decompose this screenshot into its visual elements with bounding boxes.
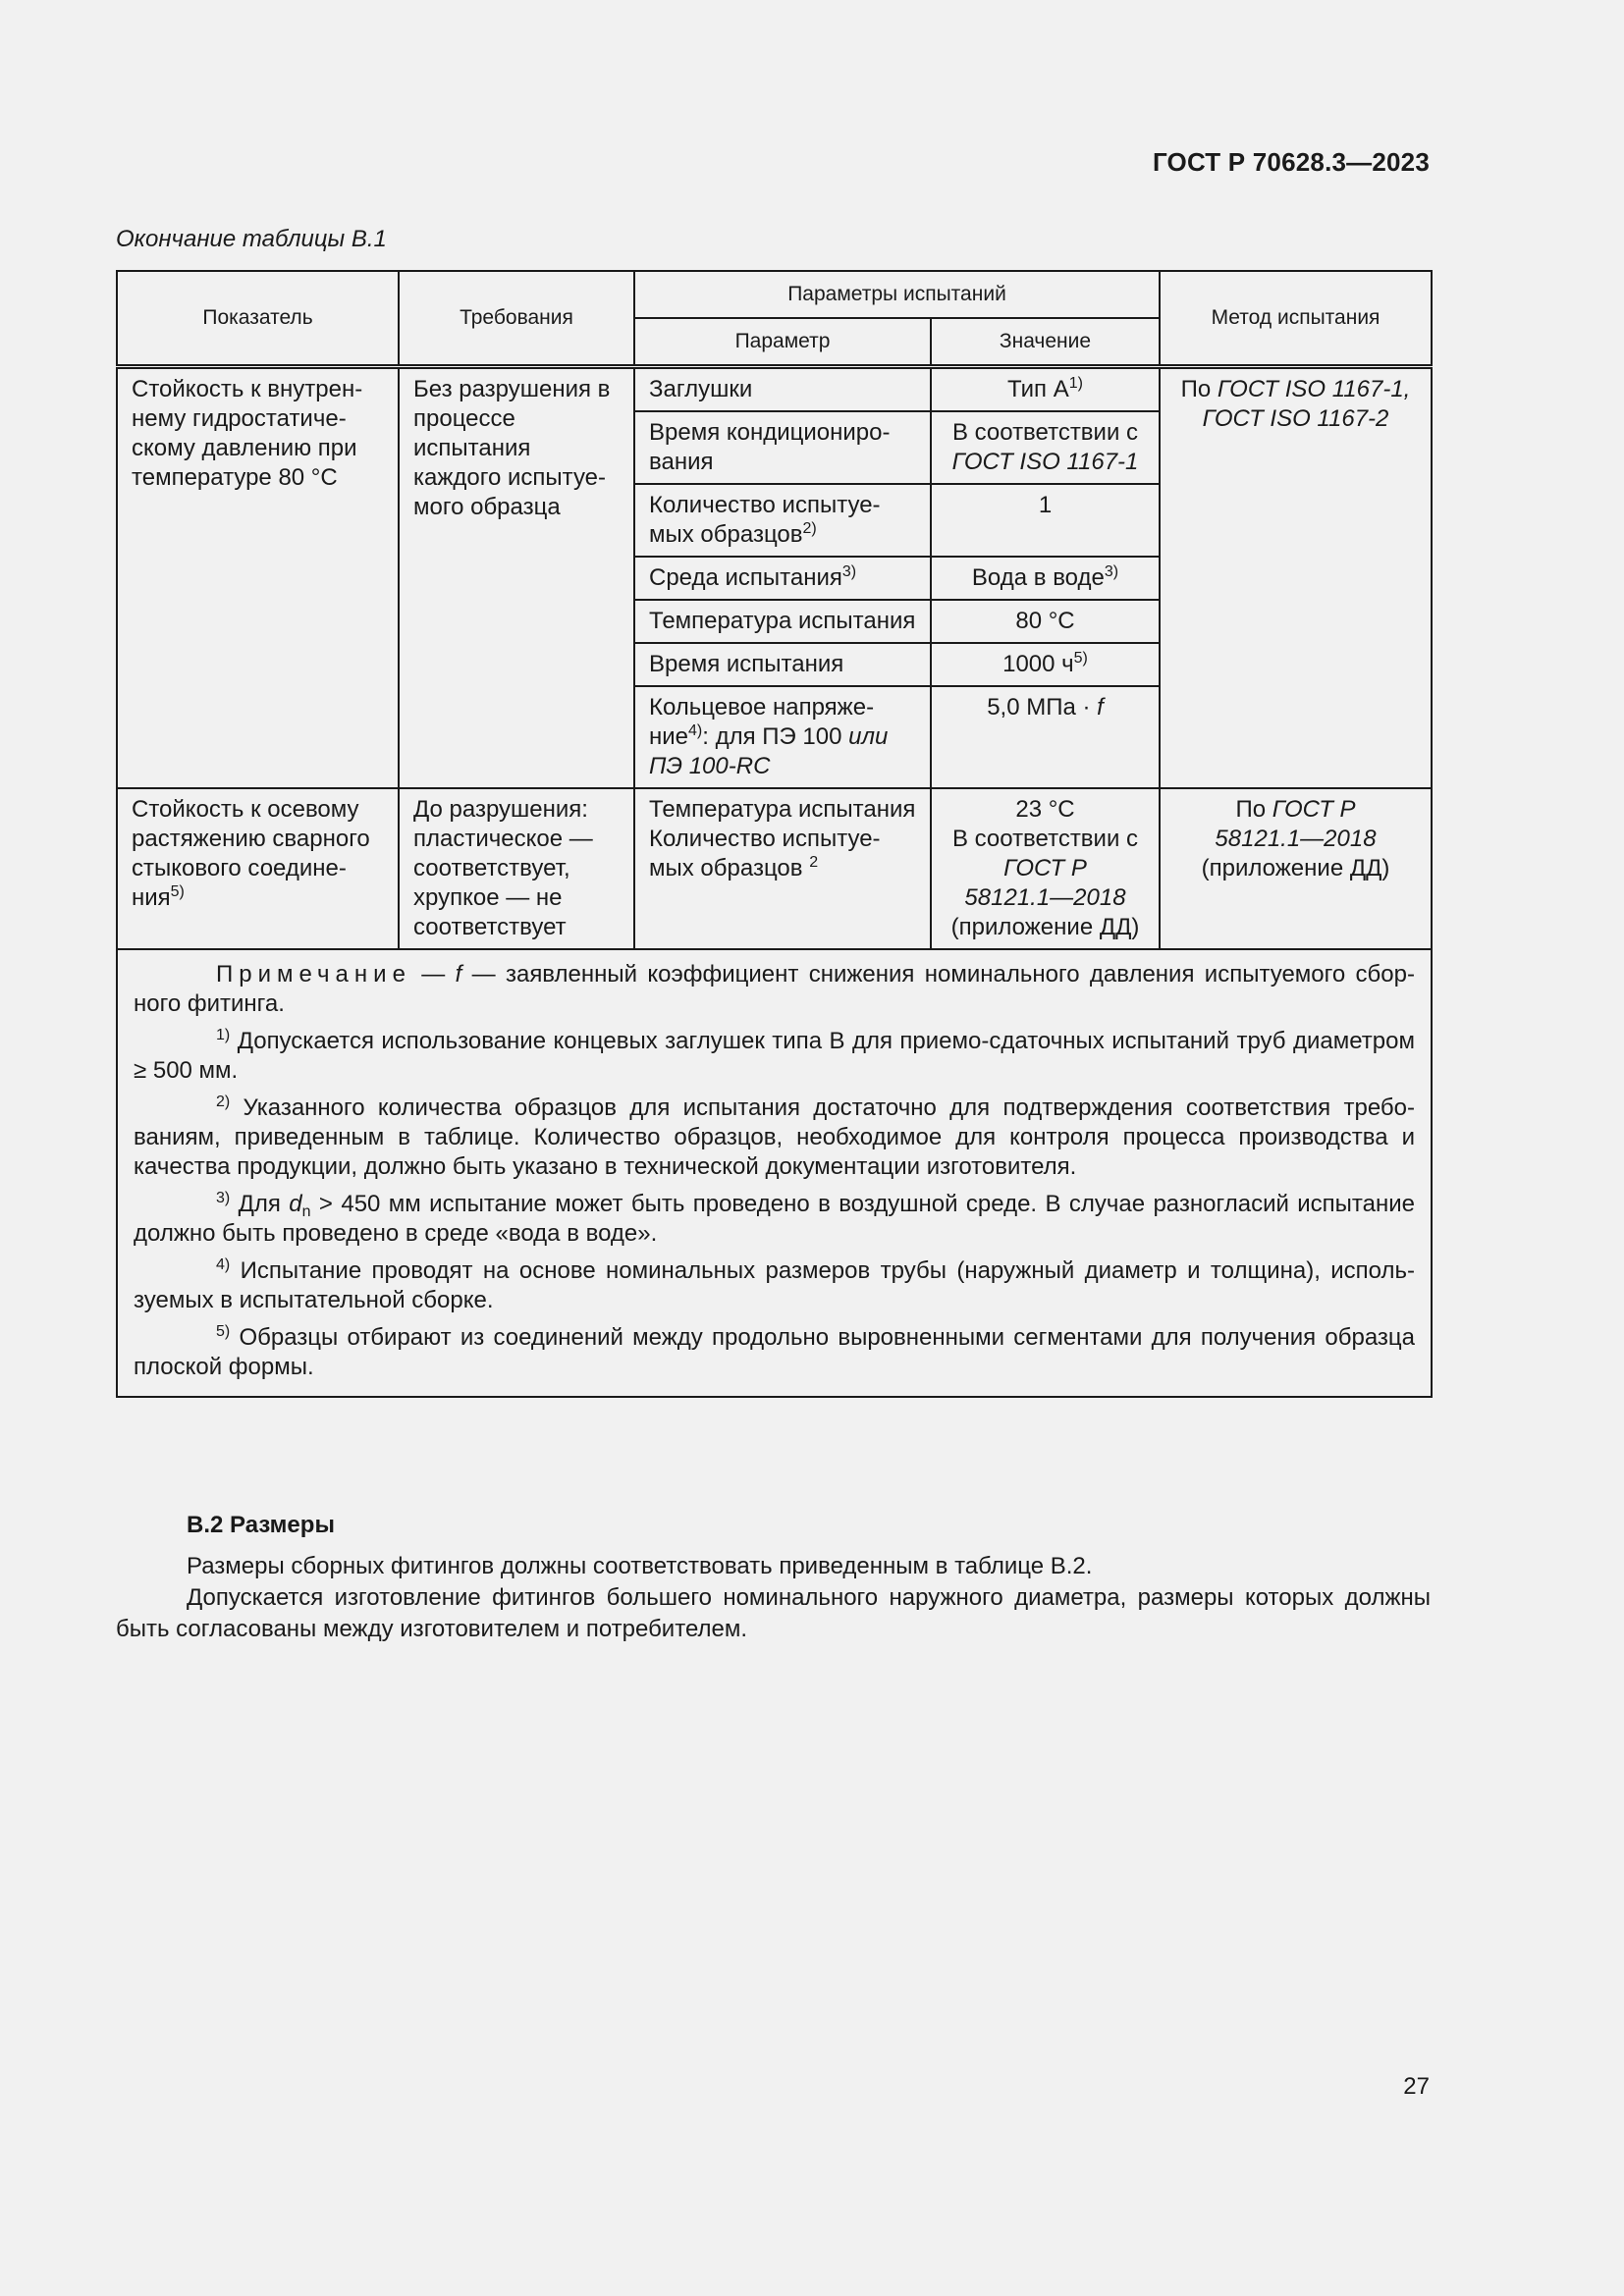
value-cell: В соответствии с ГОСТ ISO 1167-1: [931, 411, 1160, 484]
section-paragraph: Размеры сборных фитингов должны соответствовать приведенным в таблице В.2.: [187, 1553, 1093, 1579]
value-cell: 5,0 МПа · f: [931, 686, 1160, 788]
note: Примечание — f — заявленный коэффициент снижения номинального давления испытуемого сборного фитинга.: [134, 961, 1415, 1017]
param-cell: Время кондиционирования: [634, 411, 931, 484]
footnote-2: $^{2)}$ Указанного количества образцов для испытания достаточно для подтверждения соответствия требованиям, приведенным в таблице. Количество образцов, необходимое для контроля процесса производства и качества продукции, должно быть указано в технической документации изготовителя.: [134, 1094, 1415, 1180]
row2-indicator: Стойкость к осевому растяжению сварного стыкового соединения$^{5)}$: [117, 788, 399, 949]
param-cell: Среда испытания$^{3)}$: [634, 557, 931, 600]
footnote-3: $^{3)}$ Для $d_n > 450$ мм испытание может быть проведено в воздушной среде. В случае разногласий испытание должно быть проведено в среде «вода в воде».: [134, 1190, 1416, 1247]
row1-requirements: Без разрушения в процессе испытания каждого испытуемого образца: [399, 367, 634, 789]
param-cell: Время испытания: [634, 643, 931, 686]
header-indicator: Показатель: [117, 271, 399, 367]
table-row: [117, 367, 1432, 412]
table-row: [117, 788, 1432, 949]
header-requirements: Требования: [399, 271, 634, 367]
row1-indicator: Стойкость к внутреннему гидростатическому давлению при температуре 80 °C: [117, 367, 399, 789]
value-cell: 1: [931, 484, 1160, 557]
page-number: 27: [1403, 2073, 1430, 2100]
footnote-4: $^{4)}$ Испытание проводят на основе номинальных размеров трубы (наружный диаметр и толщина), используемых в испытательной сборке.: [134, 1256, 1415, 1313]
param-cell: Количество испытуемых образцов$^{2)}$: [634, 484, 931, 557]
row2-params: Температура испытания Количество испытуемых образцов $^2$: [634, 788, 931, 949]
row1-method: По ГОСТ ISO 1167-1, ГОСТ ISO 1167-2: [1160, 367, 1432, 789]
table-caption: Окончание таблицы В.1: [116, 226, 387, 252]
notes-row: [117, 949, 1432, 1397]
section-paragraph: Допускается изготовление фитингов большего номинального наружного диаметра, размеры которых должны быть согласованы между изготовителем и потребителем.: [116, 1584, 1431, 1642]
section-b2: [116, 1510, 1431, 1645]
value-cell: 1000 $ч^{5)}$: [931, 643, 1160, 686]
value-cell: Тип $А^{1)}$: [931, 367, 1160, 412]
document-id: ГОСТ Р 70628.3—2023: [1152, 147, 1430, 177]
header-test-params: Параметры испытаний: [634, 271, 1160, 318]
value-cell: Вода в воде$^{3)}$: [931, 557, 1160, 600]
param-cell: Кольцевое напряжение$^{4)}$: для ПЭ 100 или ПЭ 100-RC: [634, 686, 931, 788]
header-value: Значение: [931, 318, 1160, 367]
row2-values: 23 °C В соответствии с ГОСТ Р 58121.1—2018 (приложение ДД): [931, 788, 1160, 949]
footnote-5: $^{5)}$ Образцы отбирают из соединений между продольно выровненными сегментами для получения образца плоской формы.: [134, 1323, 1415, 1380]
header-method: Метод испытания: [1160, 271, 1432, 367]
test-parameters-table: [116, 270, 1433, 1398]
row2-method: По ГОСТ Р 58121.1—2018 (приложение ДД): [1160, 788, 1432, 949]
header-parameter: Параметр: [634, 318, 931, 367]
section-title: В.2 Размеры: [187, 1512, 335, 1538]
param-cell: Заглушки: [634, 367, 931, 412]
value-cell: 80 °C: [931, 600, 1160, 643]
param-cell: Температура испытания: [634, 600, 931, 643]
table-notes: [117, 949, 1432, 1397]
footnote-1: $^{1)}$ Допускается использование концевых заглушек типа В для приемо-сдаточных испытаний труб диаметром ≥ 500 мм.: [134, 1027, 1415, 1084]
row2-requirements: До разрушения: пластическое — соответствует, хрупкое — не соответствует: [399, 788, 634, 949]
